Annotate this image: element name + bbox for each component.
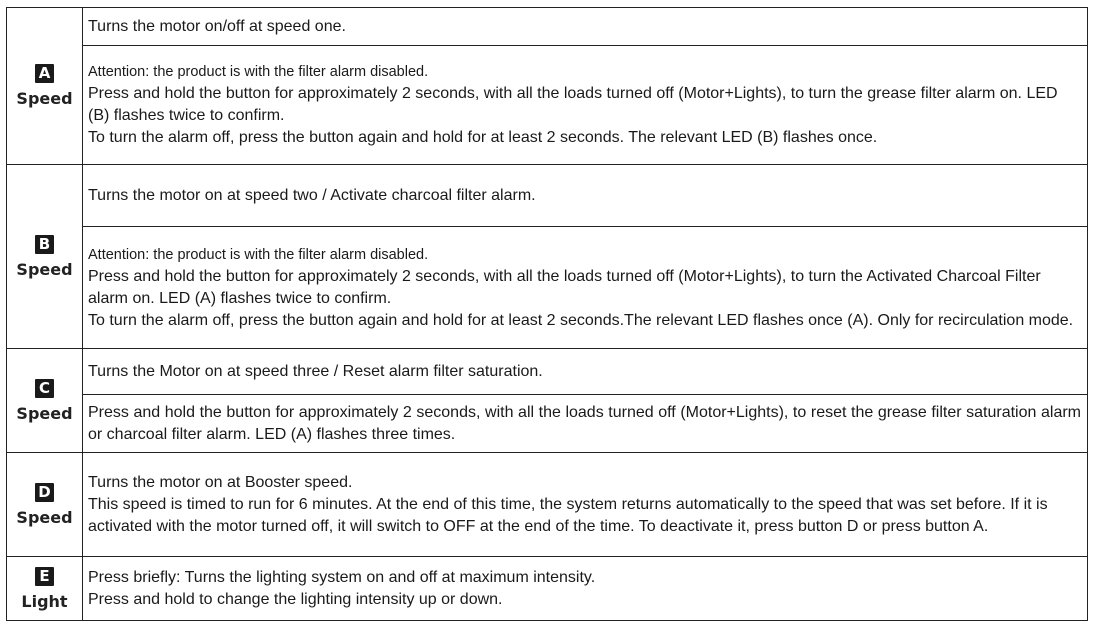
button-a-icon: A: [35, 64, 54, 83]
button-b-icon: B: [35, 235, 54, 254]
desc-a-summary: [83, 8, 1087, 46]
label-cell-d: [7, 453, 83, 556]
label-speed-b: Speed: [16, 259, 73, 279]
desc-c-summary: [83, 349, 1087, 395]
table-row-a: [7, 8, 1087, 165]
table-row-c: [7, 349, 1087, 453]
button-function-table: [6, 7, 1088, 621]
desc-b-attention: Attention: the product is with the filter alarm disabled.: [88, 246, 429, 263]
label-speed-c: Speed: [16, 403, 73, 423]
desc-d-line2: This speed is timed to run for 6 minutes. At the end of this time, the system returns automatically to the speed that was set before. If it is activated with the motor turned off, it will switch to OFF at the end of the time. To deactivate it, press button D or press button A.: [88, 495, 1048, 535]
label-cell-c: [7, 349, 83, 452]
table-row-b: [7, 165, 1087, 349]
table-row-d: [7, 453, 1087, 557]
desc-e-line1: Press briefly: Turns the lighting system on and off at maximum intensity.: [88, 568, 596, 586]
description-c: [83, 349, 1087, 452]
desc-a-body2: To turn the alarm off, press the button again and hold for at least 2 seconds. The relevant LED (B) flashes once.: [88, 129, 878, 146]
desc-d-detail: [83, 453, 1087, 556]
label-light-e: Light: [21, 591, 68, 611]
button-d-icon: D: [35, 483, 54, 502]
desc-c-body1: Press and hold the button for approximately 2 seconds, with all the loads turned off (Motor+Lights), to reset the grease filter saturation alarm or charcoal filter alarm. LED (A) flashes three times.: [88, 403, 1081, 443]
desc-e-detail: [83, 557, 1087, 620]
desc-a-body1: Press and hold the button for approximately 2 seconds, with all the loads turned off (Motor+Lights), to turn the grease filter alarm on. LED (B) flashes twice to confirm.: [88, 85, 1058, 124]
label-speed-d: Speed: [16, 507, 73, 527]
desc-a-attention: Attention: the product is with the filter alarm disabled.: [88, 64, 429, 80]
label-cell-b: [7, 165, 83, 348]
button-e-icon: E: [35, 567, 54, 586]
button-c-icon: C: [35, 379, 54, 398]
label-cell-e: [7, 557, 83, 620]
description-a: [83, 8, 1087, 164]
description-b: [83, 165, 1087, 348]
desc-c-detail: [83, 395, 1087, 452]
label-speed-a: Speed: [16, 89, 73, 108]
desc-a-detail: [83, 46, 1087, 164]
desc-d-line1: Turns the motor on at Booster speed.: [88, 473, 353, 491]
description-d: [83, 453, 1087, 556]
label-cell-a: [7, 8, 83, 164]
desc-a-top-text: Turns the motor on/off at speed one.: [88, 17, 346, 35]
desc-e-line2: Press and hold to change the lighting intensity up or down.: [88, 590, 503, 608]
desc-c-top-text: Turns the Motor on at speed three / Reset alarm filter saturation.: [88, 362, 543, 380]
desc-b-body2: To turn the alarm off, press the button again and hold for at least 2 seconds.The relevant LED flashes once (A). Only for recirculation mode.: [88, 311, 1074, 329]
desc-b-top-text: Turns the motor on at speed two / Activate charcoal filter alarm.: [88, 186, 536, 204]
desc-b-detail: [83, 227, 1087, 348]
description-e: [83, 557, 1087, 620]
desc-b-summary: [83, 165, 1087, 227]
desc-b-body1: Press and hold the button for approximately 2 seconds, with all the loads turned off (Motor+Lights), to turn the Activated Charcoal Filter alarm on. LED (A) flashes twice to confirm.: [88, 267, 1041, 307]
table-row-e: [7, 557, 1087, 620]
